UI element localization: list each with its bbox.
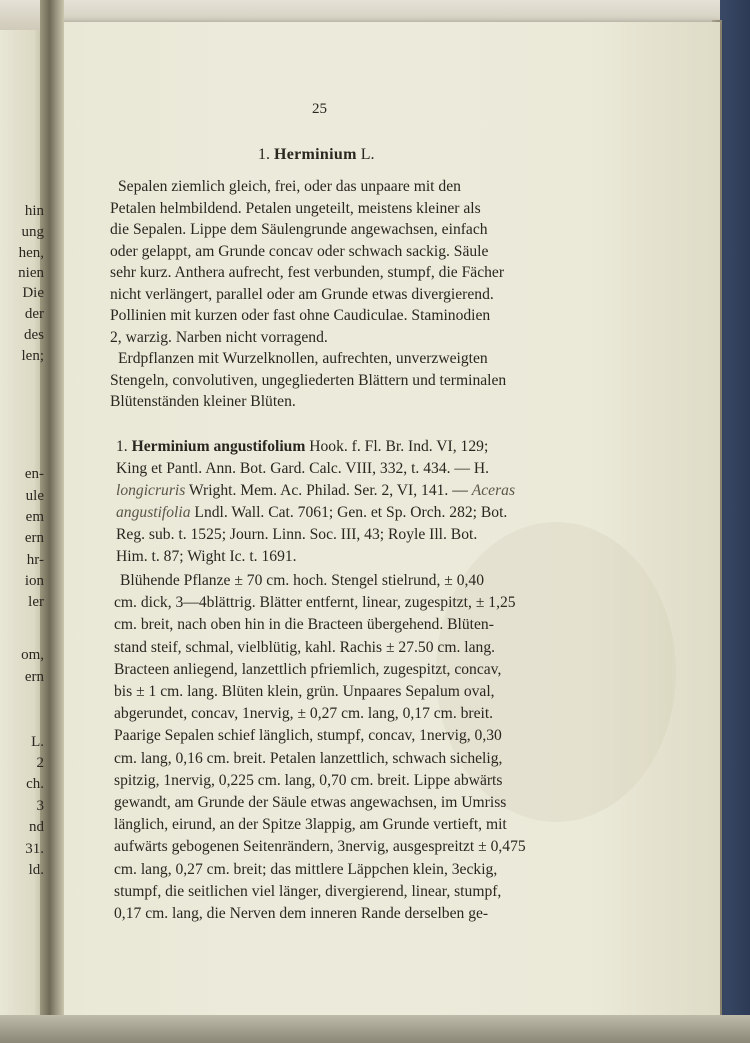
left-page-fragment: ch. — [26, 776, 44, 792]
heading-author: L. — [360, 146, 375, 163]
species-description-line: Paarige Sepalen schief länglich, stumpf, concav, 1nervig, 0,30 — [114, 727, 502, 745]
synonymy-line-5: Reg. sub. t. 1525; Journ. Linn. Soc. III, 43; Royle Ill. Bot. — [116, 526, 478, 543]
synonymy-text: Hook. f. Fl. Br. Ind. VI, 129; — [305, 438, 489, 455]
genus-description-line: Erdpflanzen mit Wurzelknollen, aufrechten, unverzweigten — [118, 350, 488, 367]
species-description-line: 0,17 cm. lang, die Nerven dem inneren Rande derselben ge- — [114, 905, 489, 922]
genus-description-line: Stengeln, convolutiven, ungegliederten Blättern und terminalen — [110, 371, 507, 389]
genus-description-line: die Sepalen. Lippe dem Säulengrunde angewachsen, einfach — [110, 221, 488, 238]
left-page-fragment: ule — [25, 488, 44, 504]
left-page-fragment: 3 — [36, 798, 44, 814]
species-description-line: stand steif, schmal, vielblütig, kahl. Rachis ± 27.50 cm. lang. — [114, 638, 496, 656]
left-page-fragment: om, — [21, 647, 44, 663]
left-page-fragment: ern — [24, 530, 44, 546]
left-page-fragment: Die — [22, 285, 44, 301]
synonym-angustifolia: angustifolia — [116, 504, 191, 521]
synonymy-line-1 — [116, 437, 488, 457]
synonym-longicruris: longicruris — [116, 482, 186, 499]
left-page-fragment: 2 — [36, 755, 44, 771]
synonymy-line-6: Him. t. 87; Wight Ic. t. 1691. — [116, 548, 297, 565]
synonymy-text: Lndl. Wall. Cat. 7061; Gen. et Sp. Orch. 282; Bot. — [190, 504, 508, 521]
synonymy-line-4 — [116, 503, 507, 523]
species-description-line: cm. dick, 3—4blättrig. Blätter entfernt, linear, zugespitzt, ± 1,25 — [114, 594, 516, 612]
left-page-fragment: des — [24, 327, 44, 343]
synonymy-line-2: King et Pantl. Ann. Bot. Gard. Calc. VIII, 332, t. 434. — H. — [116, 460, 490, 477]
left-page-fragment: ler — [28, 594, 44, 610]
left-page-fragment: ern — [24, 669, 44, 685]
species-description-line: abgerundet, concav, 1nervig, ± 0,27 cm. lang, 0,17 cm. breit. — [114, 705, 494, 723]
left-page-fragment: ung — [21, 224, 44, 240]
species-description-line: gewandt, am Grunde der Säule etwas angewachsen, im Umriss — [114, 794, 507, 811]
synonymy-text: Wright. Mem. Ac. Philad. Ser. 2, VI, 141. — — [185, 482, 472, 499]
left-page-fragment: ld. — [28, 862, 44, 878]
species-name: Herminium angustifolium — [131, 438, 306, 455]
left-page-fragment: em — [25, 509, 44, 525]
genus-description-line: sehr kurz. Anthera aufrecht, fest verbunden, stumpf, die Fächer — [110, 264, 505, 281]
left-page-fragment: len; — [21, 348, 44, 364]
left-page-fragment: hr- — [26, 552, 44, 568]
species-description-line: aufwärts gebogenen Seitenrändern, 3nervig, ausgespreitzt ± 0,475 — [114, 838, 526, 856]
bottom-shade — [0, 1015, 750, 1043]
genus-description-line: Blütenständen kleiner Blüten. — [110, 393, 296, 410]
genus-description-line: 2, warzig. Narben nicht vorragend. — [110, 328, 328, 346]
species-description-line: Bracteen anliegend, lanzettlich pfriemlich, zugespitzt, concav, — [114, 660, 502, 678]
synonym-aceras: Aceras — [471, 482, 516, 499]
left-page-fragment: nd — [29, 819, 44, 835]
species-description-line: stumpf, die seitlichen viel länger, divergierend, linear, stumpf, — [114, 882, 502, 900]
left-page-fragment: hen, — [18, 245, 44, 261]
page-number: 25 — [312, 101, 327, 117]
species-description-line: spitzig, 1nervig, 0,225 cm. lang, 0,70 cm. breit. Lippe abwärts — [114, 771, 503, 789]
heading-genus: Herminium — [274, 146, 357, 163]
genus-description-line: Pollinien mit kurzen oder fast ohne Caudiculae. Staminodien — [110, 307, 491, 324]
genus-description-line: oder gelappt, am Grunde concav oder schwach sackig. Säule — [110, 242, 489, 260]
left-page-fragment: der — [24, 306, 44, 322]
species-description-line: Blühende Pflanze ± 70 cm. hoch. Stengel stielrund, ± 0,40 — [120, 572, 485, 589]
species-description-line: bis ± 1 cm. lang. Blüten klein, grün. Unpaares Sepalum oval, — [114, 683, 495, 700]
species-description-line: cm. lang, 0,27 cm. breit; das mittlere Läppchen klein, 3eckig, — [114, 860, 498, 878]
left-page-fragment: en- — [24, 466, 44, 482]
species-number: 1. — [116, 438, 128, 455]
left-page-fragment: ion — [24, 573, 44, 589]
synonymy-line-3 — [116, 481, 515, 501]
genus-description-line: Sepalen ziemlich gleich, frei, oder das unpaare mit den — [118, 178, 461, 195]
left-page-fragment: hin — [24, 203, 44, 219]
left-page-fragment: 31. — [25, 841, 44, 857]
heading-number: 1. — [258, 146, 270, 163]
left-page-fragment: nien — [18, 265, 44, 281]
species-description-line: cm. lang, 0,16 cm. breit. Petalen lanzettlich, schwach sichelig, — [114, 749, 503, 767]
species-description-line: cm. breit, nach oben hin in die Bracteen übergehend. Blüten- — [114, 616, 494, 634]
genus-description-line: nicht verlängert, parallel oder am Grunde etwas divergierend. — [110, 285, 494, 303]
left-page-fragment: L. — [31, 734, 44, 750]
species-description-line: länglich, eirund, an der Spitze 3lappig, am Grunde vertieft, mit — [114, 816, 507, 834]
genus-heading — [258, 146, 374, 164]
book-cover — [720, 0, 750, 1043]
genus-description-line: Petalen helmbildend. Petalen ungeteilt, meistens kleiner als — [110, 199, 481, 217]
